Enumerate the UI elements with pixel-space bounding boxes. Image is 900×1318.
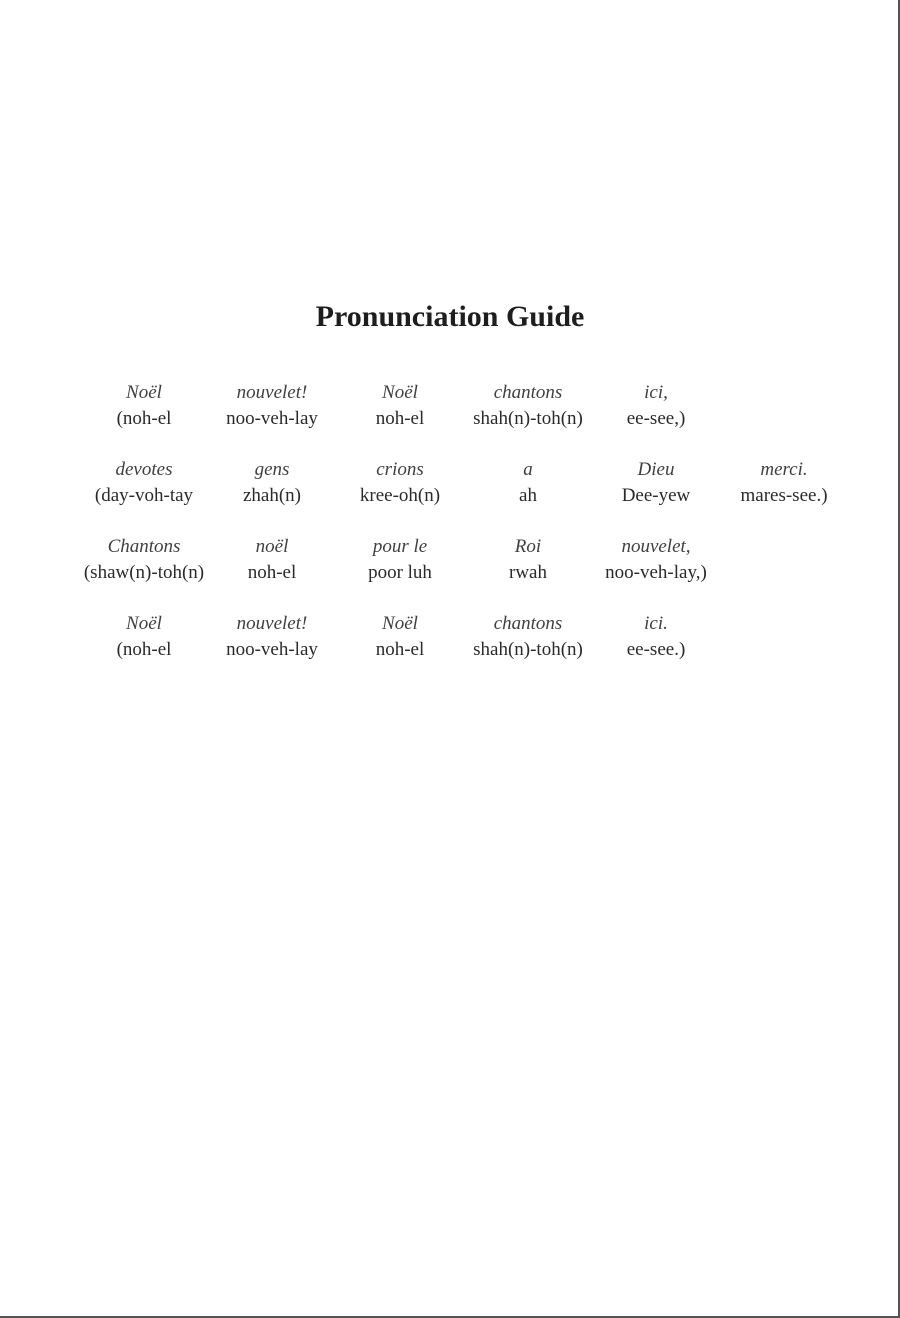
pronunciation: ee-see,) bbox=[626, 408, 686, 429]
pronunciation: noo-veh-lay bbox=[226, 639, 318, 660]
french-word: a bbox=[523, 459, 533, 480]
stanza-1 bbox=[80, 380, 848, 436]
word-pair bbox=[336, 457, 464, 509]
stanza-3 bbox=[80, 534, 848, 590]
french-word: Dieu bbox=[637, 459, 675, 480]
word-pair bbox=[592, 457, 720, 509]
word-pair bbox=[208, 457, 336, 509]
pronunciation: noo-veh-lay,) bbox=[605, 562, 707, 583]
french-word: nouvelet! bbox=[236, 382, 308, 403]
french-word: chantons bbox=[493, 613, 563, 634]
pronunciation: noh-el bbox=[375, 639, 425, 660]
stanza-2 bbox=[80, 457, 848, 513]
word-pair bbox=[336, 534, 464, 586]
french-word: ici. bbox=[644, 613, 668, 634]
word-pair bbox=[592, 534, 720, 586]
pronunciation: rwah bbox=[509, 562, 547, 583]
french-word: Chantons bbox=[107, 536, 181, 557]
word-pair bbox=[592, 380, 720, 432]
word-pair bbox=[80, 457, 208, 509]
french-word: Noël bbox=[126, 382, 162, 403]
french-word: crions bbox=[376, 459, 424, 480]
pronunciation: ee-see.) bbox=[626, 639, 686, 660]
pronunciation: noh-el bbox=[375, 408, 425, 429]
pronunciation: (noh-el bbox=[116, 408, 172, 429]
french-word: Noël bbox=[126, 613, 162, 634]
word-pair bbox=[336, 611, 464, 663]
pronunciation: shah(n)-toh(n) bbox=[473, 639, 583, 660]
word-pair bbox=[80, 534, 208, 586]
pronunciation: ah bbox=[519, 485, 537, 506]
word-pair bbox=[208, 611, 336, 663]
pronunciation: zhah(n) bbox=[242, 485, 302, 506]
pronunciation: noh-el bbox=[247, 562, 297, 583]
french-word: devotes bbox=[115, 459, 173, 480]
french-word: Noël bbox=[382, 613, 418, 634]
word-pair bbox=[464, 457, 592, 509]
word-pair bbox=[592, 611, 720, 663]
french-word: gens bbox=[254, 459, 290, 480]
stanza-4 bbox=[80, 611, 848, 667]
french-word: nouvelet, bbox=[621, 536, 691, 557]
french-word: chantons bbox=[493, 382, 563, 403]
word-pair bbox=[464, 380, 592, 432]
word-pair bbox=[208, 534, 336, 586]
word-pair bbox=[80, 380, 208, 432]
french-word: pour le bbox=[372, 536, 428, 557]
french-word: nouvelet! bbox=[236, 613, 308, 634]
word-pair bbox=[464, 611, 592, 663]
pronunciation: kree-oh(n) bbox=[359, 485, 441, 506]
word-pair bbox=[720, 457, 848, 509]
word-pair bbox=[80, 611, 208, 663]
pronunciation: poor luh bbox=[368, 562, 432, 583]
french-word: noël bbox=[255, 536, 289, 557]
pronunciation: mares-see.) bbox=[740, 485, 828, 506]
word-pair bbox=[208, 380, 336, 432]
french-word: merci. bbox=[760, 459, 808, 480]
pronunciation: (shaw(n)-toh(n) bbox=[83, 562, 205, 583]
pronunciation: noo-veh-lay bbox=[226, 408, 318, 429]
word-pair bbox=[336, 380, 464, 432]
page-title: Pronunciation Guide bbox=[315, 300, 585, 333]
french-word: ici, bbox=[644, 382, 668, 403]
pronunciation: shah(n)-toh(n) bbox=[473, 408, 583, 429]
french-word: Roi bbox=[514, 536, 542, 557]
french-word: Noël bbox=[382, 382, 418, 403]
pronunciation: Dee-yew bbox=[621, 485, 691, 506]
pronunciation: (noh-el bbox=[116, 639, 172, 660]
pronunciation: (day-voh-tay bbox=[94, 485, 194, 506]
word-pair bbox=[464, 534, 592, 586]
